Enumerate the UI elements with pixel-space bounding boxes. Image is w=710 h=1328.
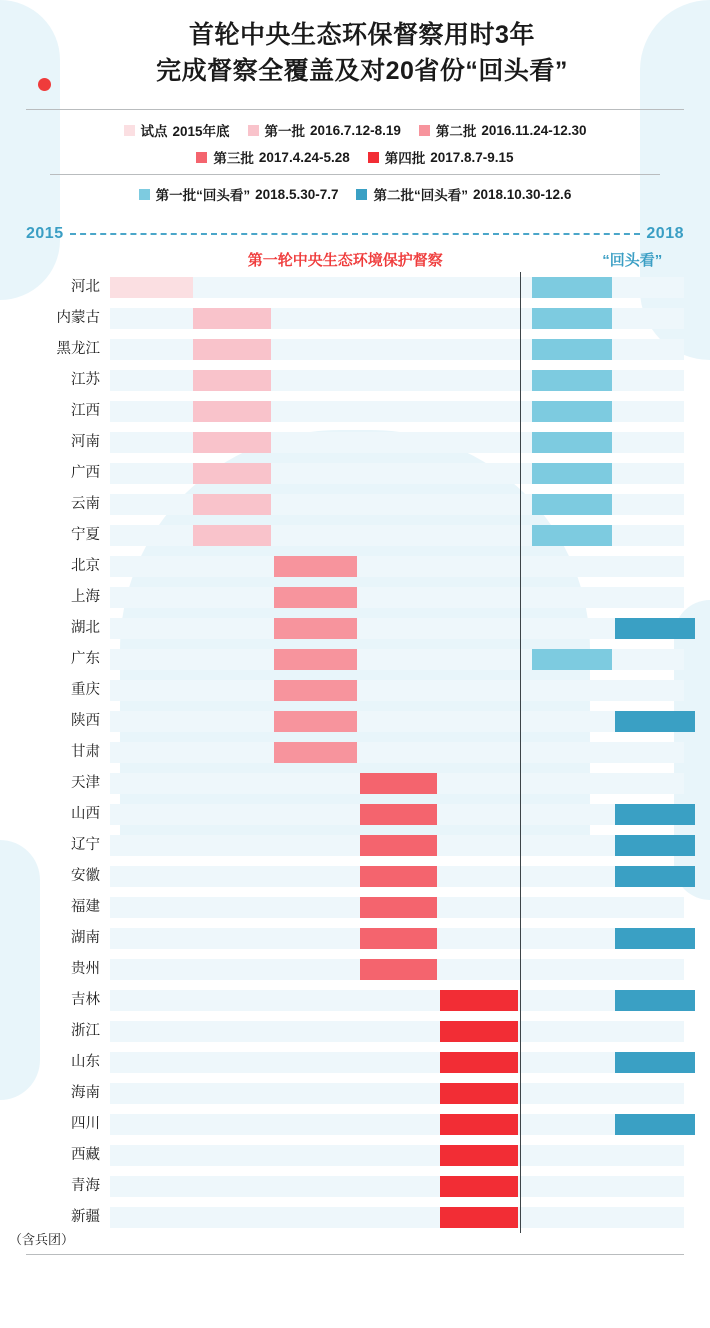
- bar-first-round: [360, 897, 437, 918]
- bar-review: [615, 866, 695, 887]
- chart-row: [26, 861, 684, 892]
- timeline-axis: [26, 223, 684, 245]
- chart-row: [26, 272, 684, 303]
- bar-review: [532, 277, 612, 298]
- bar-first-round: [110, 277, 193, 298]
- axis-dashed-line: [70, 233, 641, 235]
- chart-row: [26, 1016, 684, 1047]
- province-label: 甘肃: [71, 743, 100, 760]
- legend-divider: [50, 174, 660, 175]
- chart-row: [26, 551, 684, 582]
- bar-review: [615, 835, 695, 856]
- legend-date: 2017.8.7-9.15: [430, 149, 514, 165]
- legend-swatch-icon: [419, 125, 430, 136]
- bar-first-round: [274, 587, 357, 608]
- bar-review: [532, 463, 612, 484]
- chart-row: [26, 985, 684, 1016]
- bar-first-round: [193, 370, 270, 391]
- bar-first-round: [193, 401, 270, 422]
- legend: [0, 110, 710, 213]
- chart-row: [26, 737, 684, 768]
- province-label: 山西: [71, 805, 100, 822]
- legend-date: 2016.11.24-12.30: [481, 122, 587, 138]
- bar-first-round: [440, 1207, 517, 1228]
- legend-date: 2017.4.24-5.28: [258, 149, 350, 165]
- province-timeline-chart: [26, 272, 684, 1233]
- row-track-background: [110, 587, 684, 608]
- row-track: [110, 1171, 684, 1202]
- chart-row: [26, 365, 684, 396]
- bar-first-round: [440, 1114, 517, 1135]
- chart-row: [26, 768, 684, 799]
- legend-date: 2015年底: [172, 124, 230, 139]
- legend-item: [419, 120, 587, 140]
- chart-row: [26, 644, 684, 675]
- bar-first-round: [360, 835, 437, 856]
- province-label: 海南: [71, 1084, 100, 1101]
- chart-row: [26, 675, 684, 706]
- bar-first-round: [193, 308, 270, 329]
- province-label: 江苏: [71, 371, 100, 388]
- row-track: [110, 303, 684, 334]
- chart-row: [26, 799, 684, 830]
- row-track: [110, 1140, 684, 1171]
- row-track-background: [110, 556, 684, 577]
- chart-row: [26, 830, 684, 861]
- province-label: 陕西: [71, 712, 100, 729]
- bar-review: [532, 308, 612, 329]
- row-track-background: [110, 1176, 684, 1197]
- bar-first-round: [193, 494, 270, 515]
- province-label: 湖南: [71, 929, 100, 946]
- chart-row: [26, 334, 684, 365]
- bar-first-round: [360, 804, 437, 825]
- row-track-background: [110, 1114, 684, 1135]
- legend-row-1: [24, 120, 686, 140]
- row-track: [110, 613, 684, 644]
- bar-review: [615, 1052, 695, 1073]
- legend-row-3: [24, 184, 686, 204]
- legend-row-2: [24, 147, 686, 167]
- bar-first-round: [193, 525, 270, 546]
- bar-first-round: [193, 339, 270, 360]
- chart-row: [26, 1171, 684, 1202]
- bar-first-round: [274, 680, 357, 701]
- legend-label: 第三批: [213, 151, 254, 166]
- row-track: [110, 458, 684, 489]
- row-track-background: [110, 618, 684, 639]
- legend-swatch-icon: [124, 125, 135, 136]
- chart-row: [26, 396, 684, 427]
- province-label: 河南: [71, 433, 100, 450]
- legend-swatch-icon: [139, 189, 150, 200]
- bar-first-round: [360, 928, 437, 949]
- province-label: 浙江: [71, 1022, 100, 1039]
- bar-first-round: [274, 618, 357, 639]
- chart-row: [26, 1202, 684, 1233]
- legend-swatch-icon: [196, 152, 207, 163]
- legend-date: 2018.5.30-7.7: [255, 186, 339, 202]
- chart-row: [26, 706, 684, 737]
- row-track: [110, 954, 684, 985]
- province-label: 吉林: [71, 991, 100, 1008]
- row-track-background: [110, 1145, 684, 1166]
- row-track: [110, 396, 684, 427]
- legend-label: 第一批: [264, 124, 306, 139]
- province-label: 江西: [71, 402, 100, 419]
- chart-row: [26, 892, 684, 923]
- province-label: 山东: [71, 1053, 100, 1070]
- bar-review: [532, 339, 612, 360]
- legend-swatch-icon: [368, 152, 379, 163]
- bar-review: [532, 494, 612, 515]
- bar-first-round: [274, 711, 357, 732]
- header: [0, 0, 710, 95]
- bar-review: [615, 618, 695, 639]
- row-track-background: [110, 680, 684, 701]
- row-track: [110, 1047, 684, 1078]
- chart-row: [26, 954, 684, 985]
- bottom-divider: [26, 1254, 684, 1255]
- province-label: 湖北: [71, 619, 100, 636]
- chart-row: [26, 427, 684, 458]
- bar-first-round: [440, 1083, 517, 1104]
- row-track: [110, 365, 684, 396]
- bar-review: [615, 990, 695, 1011]
- province-label: 云南: [71, 495, 100, 512]
- page-title: [26, 18, 684, 89]
- chart-row: [26, 1140, 684, 1171]
- row-track: [110, 1109, 684, 1140]
- bar-first-round: [440, 1052, 517, 1073]
- axis-end-year: 2018: [646, 225, 684, 242]
- bar-review: [615, 711, 695, 732]
- legend-item: [356, 184, 571, 204]
- row-track: [110, 675, 684, 706]
- chart-row: [26, 458, 684, 489]
- legend-swatch-icon: [248, 125, 259, 136]
- row-track: [110, 644, 684, 675]
- row-track: [110, 1016, 684, 1047]
- row-track: [110, 861, 684, 892]
- bar-review: [532, 432, 612, 453]
- row-track: [110, 272, 684, 303]
- bar-first-round: [360, 773, 437, 794]
- bar-first-round: [274, 742, 357, 763]
- row-track: [110, 923, 684, 954]
- chart-footnote: （含兵团）: [8, 1232, 74, 1247]
- axis-start-year: 2015: [26, 225, 64, 242]
- title-line-2: 完成督察全覆盖及对20省份“回头看”: [156, 56, 568, 85]
- bar-review: [532, 401, 612, 422]
- row-track: [110, 768, 684, 799]
- row-track-background: [110, 1083, 684, 1104]
- bar-review: [615, 804, 695, 825]
- bar-review: [532, 525, 612, 546]
- bar-first-round: [440, 1176, 517, 1197]
- bar-review: [615, 1114, 695, 1135]
- bar-first-round: [440, 990, 517, 1011]
- row-track: [110, 1078, 684, 1109]
- chart-row: [26, 1109, 684, 1140]
- bar-review: [532, 370, 612, 391]
- bar-first-round: [274, 556, 357, 577]
- row-track: [110, 1202, 684, 1233]
- province-label: 天津: [71, 774, 100, 791]
- legend-date: 2016.7.12-8.19: [310, 122, 401, 138]
- legend-label: 第四批: [384, 151, 426, 166]
- section-label-first-round: 第一轮中央生态环境保护督察: [247, 252, 443, 269]
- province-label: 辽宁: [71, 836, 100, 853]
- row-track: [110, 334, 684, 365]
- row-track: [110, 737, 684, 768]
- row-track: [110, 985, 684, 1016]
- province-label: 贵州: [71, 960, 100, 977]
- chart-row: [26, 489, 684, 520]
- row-track-background: [110, 742, 684, 763]
- section-labels: [26, 249, 684, 270]
- bar-first-round: [360, 866, 437, 887]
- row-track-background: [110, 1052, 684, 1073]
- province-label: 福建: [71, 898, 100, 915]
- red-dot-icon: [38, 78, 51, 91]
- chart-row: [26, 303, 684, 334]
- legend-item: [196, 147, 349, 167]
- chart-row: [26, 923, 684, 954]
- row-track-background: [110, 1021, 684, 1042]
- row-track-background: [110, 1207, 684, 1228]
- chart-row: [26, 1047, 684, 1078]
- province-label: 北京: [71, 557, 100, 574]
- legend-label: 试点: [140, 124, 168, 139]
- bar-first-round: [193, 432, 270, 453]
- province-label: 内蒙古: [56, 309, 100, 326]
- province-label: 河北: [71, 278, 100, 295]
- bar-first-round: [440, 1021, 517, 1042]
- province-label: 西藏: [71, 1146, 100, 1163]
- row-track: [110, 706, 684, 737]
- legend-item: [248, 120, 401, 140]
- legend-item: [368, 147, 514, 167]
- row-track: [110, 489, 684, 520]
- legend-label: 第二批“回头看”: [373, 188, 468, 203]
- bar-first-round: [274, 649, 357, 670]
- province-label: 广东: [71, 650, 100, 667]
- title-line-1: 首轮中央生态环保督察用时3年: [189, 21, 535, 49]
- province-label: 广西: [71, 464, 100, 481]
- section-divider-line: [520, 272, 521, 1233]
- chart-row: [26, 613, 684, 644]
- legend-label: 第二批: [435, 124, 477, 139]
- province-label: 宁夏: [71, 526, 100, 543]
- row-track-background: [110, 990, 684, 1011]
- province-label: 新疆: [71, 1208, 100, 1225]
- province-label: 四川: [71, 1115, 100, 1132]
- province-label: 黑龙江: [56, 340, 100, 357]
- row-track: [110, 830, 684, 861]
- chart-row: [26, 582, 684, 613]
- row-track: [110, 427, 684, 458]
- province-label: 上海: [71, 588, 100, 605]
- row-track: [110, 520, 684, 551]
- legend-swatch-icon: [356, 189, 367, 200]
- bar-first-round: [440, 1145, 517, 1166]
- row-track: [110, 582, 684, 613]
- row-track-background: [110, 711, 684, 732]
- legend-label: 第一批“回头看”: [155, 188, 251, 203]
- row-track: [110, 892, 684, 923]
- chart-row: [26, 520, 684, 551]
- province-label: 重庆: [71, 681, 100, 698]
- bar-first-round: [193, 463, 270, 484]
- legend-date: 2018.10.30-12.6: [472, 186, 572, 202]
- section-label-review: “回头看”: [602, 252, 663, 269]
- province-label: 安徽: [71, 867, 100, 884]
- row-track: [110, 799, 684, 830]
- row-track: [110, 551, 684, 582]
- bar-review: [532, 649, 612, 670]
- legend-item: [139, 184, 339, 204]
- bar-review: [615, 928, 695, 949]
- chart-row: [26, 1078, 684, 1109]
- bar-first-round: [360, 959, 437, 980]
- province-label: 青海: [71, 1177, 100, 1194]
- legend-item: [124, 120, 230, 140]
